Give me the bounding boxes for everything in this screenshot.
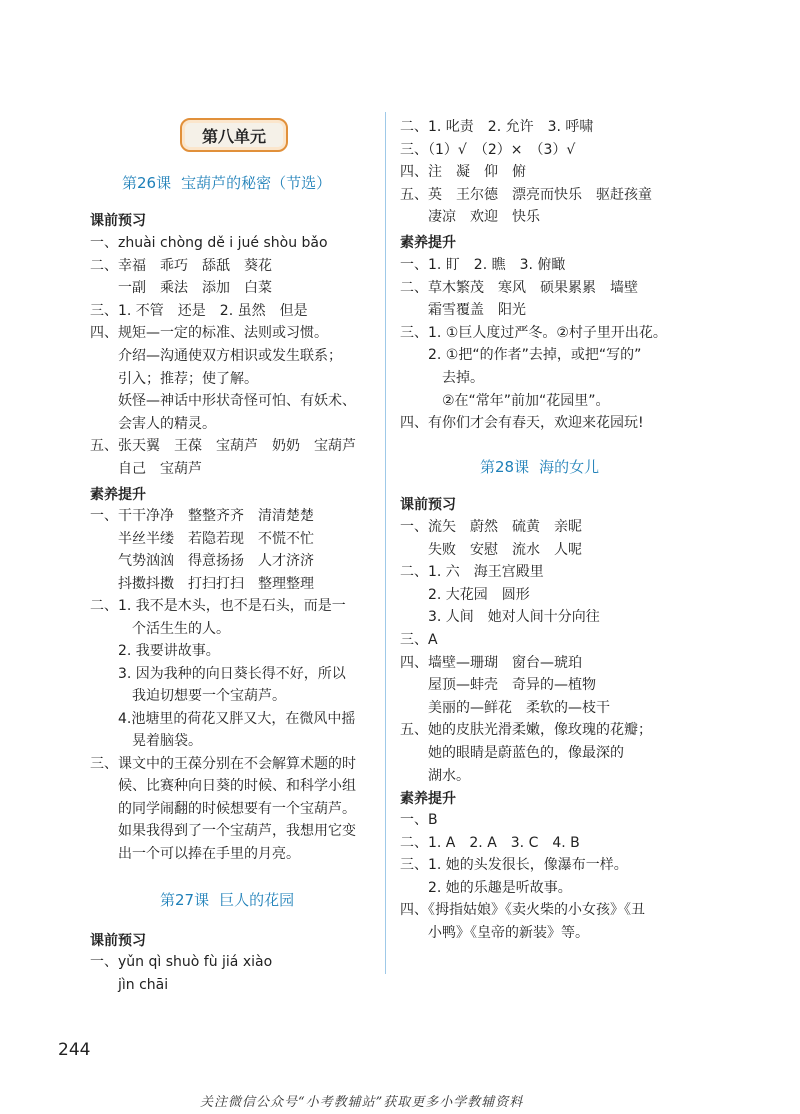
lesson-26-up-heading: 素养提升 [90, 487, 146, 503]
answer-line: 一、zhuài chòng dě i jué shòu bǎo [90, 235, 328, 251]
answer-line: 美丽的—鲜花 柔软的—枝干 [400, 699, 610, 716]
lesson-28-pre-heading: 课前预习 [400, 497, 456, 513]
answer-line: 气势汹汹 得意扬扬 人才济济 [90, 553, 314, 569]
answer-line: 一、B [400, 812, 438, 828]
answer-line: 二、草木繁茂 寒风 硕果累累 墙壁 [400, 279, 638, 296]
answer-line: 霜雪覆盖 阳光 [400, 302, 526, 319]
lesson-28-title [480, 456, 599, 477]
lesson-27-up-heading: 素养提升 [400, 235, 456, 251]
answer-line: 半丝半缕 若隐若现 不慌不忙 [90, 530, 314, 547]
answer-line: 她的眼睛是蔚蓝色的，像最深的 [400, 745, 624, 761]
answer-line: 二、幸福 乖巧 舔舐 葵花 [90, 257, 272, 274]
lesson-26-pre-heading: 课前预习 [90, 213, 146, 229]
answer-line: 四、墙壁—珊瑚 窗台—琥珀 [400, 654, 582, 671]
answer-line: 四、《拇指姑娘》《卖火柴的小女孩》《丑 [400, 902, 645, 918]
answer-line: 我迫切想要一个宝葫芦。 [90, 688, 286, 704]
answer-line: 候、比赛种向日葵的时候、和科学小组 [90, 778, 356, 794]
answer-line: 一副 乘法 添加 白菜 [90, 280, 272, 297]
answer-line: 二、1. 六 海王宫殿里 [400, 564, 544, 581]
page-number: 244 [58, 1040, 91, 1060]
answer-line: 一、yǔn qì shuò fù jiá xiào [90, 954, 273, 970]
lesson-26-number: 第26课 [122, 174, 172, 192]
answer-line: 2. ①把“的作者”去掉，或把“写的” [400, 347, 642, 364]
answer-line: 晃着脑袋。 [90, 733, 202, 749]
answer-line: 如果我得到了一个宝葫芦，我想用它变 [90, 823, 356, 839]
answer-line: 四、注 凝 仰 俯 [400, 164, 526, 180]
lesson-26-name: 宝葫芦的秘密（节选） [181, 174, 332, 192]
answer-line: 五、她的皮肤光滑柔嫩，像玫瑰的花瓣； [400, 722, 652, 739]
answer-line: 失败 安慰 流水 人呢 [400, 541, 582, 558]
answer-line: 二、1. 我不是木头，也不是石头，而是一 [90, 598, 346, 614]
answer-line: 二、1. 叱责 2. 允许 3. 呼啸 [400, 119, 594, 135]
answer-line: 二、1. A 2. A 3. C 4. B [400, 834, 580, 851]
answer-line: 2. 我要讲故事。 [90, 643, 220, 659]
lesson-28-number: 第28课 [480, 458, 530, 476]
answer-line: 的同学闹翻的时候想要有一个宝葫芦。 [90, 800, 356, 817]
answer-line: 四、规矩—一定的标准、法则或习惯。 [90, 325, 328, 342]
answer-line: 4.池塘里的荷花又胖又大，在微风中摇 [90, 710, 356, 727]
lesson-26-title [122, 172, 331, 193]
answer-line: 3. 人间 她对人间十分向往 [400, 609, 600, 626]
lesson-27-pre-heading: 课前预习 [90, 933, 146, 949]
answer-line: 小鸭》《皇帝的新装》等。 [400, 924, 589, 941]
answer-line: 一、1. 盯 2. 瞧 3. 俯瞰 [400, 257, 566, 273]
footer-watermark: 关注微信公众号“小考教辅站”获取更多小学教辅资料 [200, 1095, 524, 1110]
column-divider [385, 112, 386, 974]
answer-line: 三、1. ①巨人度过严冬。②村子里开出花。 [400, 324, 667, 341]
answer-line: 自己 宝葫芦 [90, 461, 202, 477]
lesson-28-up-heading: 素养提升 [400, 791, 456, 807]
answer-line: 个活生生的人。 [90, 620, 230, 637]
answer-line: 三、课文中的王葆分别在不会解算术题的时 [90, 755, 356, 772]
answer-line: 四、有你们才会有春天，欢迎来花园玩! [400, 415, 644, 432]
answer-line: 屋顶—蚌壳 奇异的—植物 [400, 677, 596, 694]
answer-line: 2. 她的乐趣是听故事。 [400, 879, 572, 896]
answer-line: 介绍—沟通使双方相识或发生联系； [90, 348, 342, 364]
answer-line: 去掉。 [400, 370, 484, 386]
answer-line: 出一个可以捧在手里的月亮。 [90, 845, 300, 862]
answer-line: 一、流矢 蔚然 硫黄 亲昵 [400, 519, 582, 535]
answer-line: 凄凉 欢迎 快乐 [400, 209, 540, 225]
lesson-28-name: 海的女儿 [539, 458, 600, 476]
answer-line: 一、干干净净 整整齐齐 清清楚楚 [90, 508, 314, 524]
answer-line: 三、A [400, 632, 438, 648]
answer-line: 三、1. 她的头发很长，像瀑布一样。 [400, 857, 628, 873]
answer-line: 抖擞抖擞 打扫打扫 整理整理 [90, 575, 314, 592]
answer-line: 2. 大花园 圆形 [400, 586, 530, 603]
answer-line: 五、张天翼 王葆 宝葫芦 奶奶 宝葫芦 [90, 438, 356, 455]
answer-line: 引入；推荐；使了解。 [90, 370, 258, 387]
lesson-27-name: 巨人的花园 [219, 891, 295, 909]
answer-line: 3. 因为我种的向日葵长得不好，所以 [90, 665, 346, 682]
answer-line: 会害人的精灵。 [90, 415, 216, 432]
answer-line: 湖水。 [400, 767, 470, 784]
answer-line: 三、1. 不管 还是 2. 虽然 但是 [90, 302, 308, 319]
answer-line: 五、英 王尔德 漂亮而快乐 驱赶孩童 [400, 186, 652, 203]
answer-line: 妖怪—神话中形状奇怪可怕、有妖术、 [90, 393, 356, 410]
answer-line: jìn chāi [90, 976, 169, 993]
answer-line: ②在“常年”前加“花园里”。 [400, 392, 610, 409]
lesson-27-title [160, 889, 294, 910]
lesson-27-number: 第27课 [160, 891, 210, 909]
answer-line: 三、（1）√ （2）× （3）√ [400, 141, 576, 158]
unit-title-badge: 第八单元 [180, 118, 288, 152]
